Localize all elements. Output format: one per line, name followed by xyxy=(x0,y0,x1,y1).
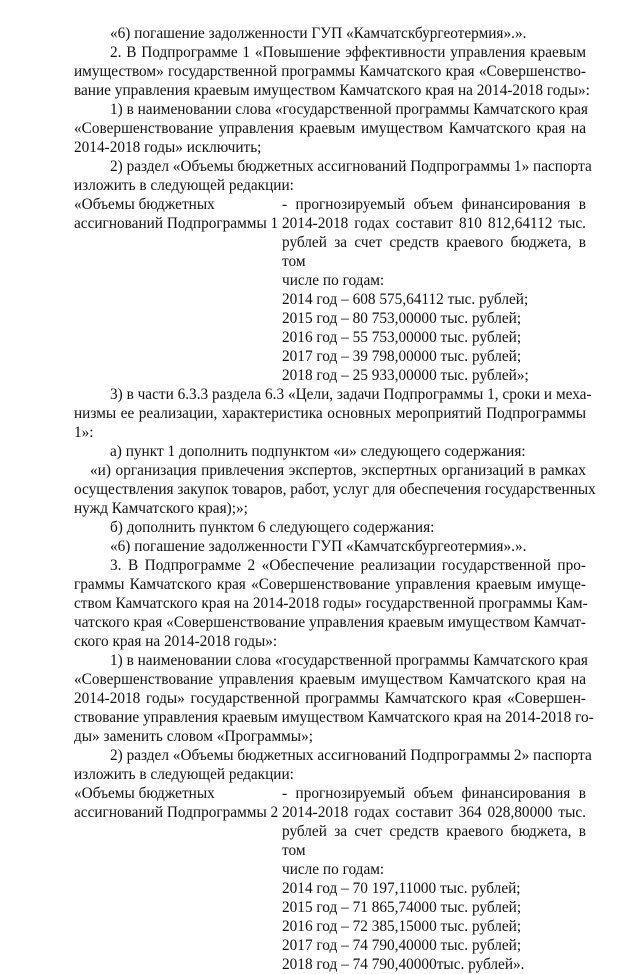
paragraph-1: «6) погашение задолженности ГУП «Камчатскбургеотермия».». xyxy=(110,25,527,42)
year-line: 2014 год – 608 575,64112 тыс. рублей; xyxy=(282,291,529,308)
paragraph-3: 1) в наименовании слова «государственной программы Камчатского края «Совершенствование управления краевым имуществом Камчатского края на 2014-2018 годы» исключить; xyxy=(74,101,588,156)
year-line: 2018 год – 25 933,00000 тыс. рублей»; xyxy=(282,367,529,384)
year-line: 2015 год – 71 865,74000 тыс. рублей; xyxy=(282,899,522,916)
year-line: 2017 год – 39 798,00000 тыс. рублей; xyxy=(282,348,522,365)
year-line: 2017 год – 74 790,40000 тыс. рублей; xyxy=(282,937,522,954)
paragraph-6: а) пункт 1 дополнить подпунктом «и» следующего содержания: xyxy=(110,443,526,460)
paragraph-5: 3) в части 6.3.3 раздела 6.3 «Цели, задачи Подпрограммы 1, сроки и меха- низмы ее реализации, характеристика основных мероприятий Подпрограммы 1»: xyxy=(74,386,592,441)
paragraph-8: б) дополнить пунктом 6 следующего содержания: xyxy=(110,519,435,536)
year-line: 2014 год – 70 197,11000 тыс. рублей; xyxy=(282,880,521,897)
document-page xyxy=(74,24,596,974)
year-line: 2018 год – 74 790,40000тыс. рублей». xyxy=(282,956,525,973)
budget-table-1-value: - прогнозируемый объем финансирования в 2014-2018 годах составит 810 812,64112 тыс. рублей за счет средств краевого бюджета, в том числе по годам: 2014 год – 608 575,64112 тыс. рублей; 2015 год – 80 753,00000 тыс. рублей; 2016 год – 55 753,00000 тыс. рублей; 2017 год – 39 798,00000 тыс. рублей; 2018 год – 25 933,00000 тыс. рублей»; xyxy=(282,196,586,384)
paragraph-11: 1) в наименовании слова «государственной программы Камчатского края «Совершенствование управления краевым имуществом Камчатского края на 2014-2018 годы» государственной программы Камчатского края «Совершен- ствование управления краевым имуществом Камчатского края на 2014-2018 го- ды» заменить словом «Программы»; xyxy=(74,652,594,745)
budget-table-2-value: - прогнозируемый объем финансирования в 2014-2018 годах составит 364 028,80000 тыс. рублей за счет средств краевого бюджета, в том числе по годам: 2014 год – 70 197,11000 тыс. рублей; 2015 год – 71 865,74000 тыс. рублей; 2016 год – 72 385,15000 тыс. рублей; 2017 год – 74 790,40000 тыс. рублей; 2018 год – 74 790,40000тыс. рублей». xyxy=(282,785,586,973)
budget-table-2-label: «Объемы бюджетных ассигнований Подпрограммы 2 xyxy=(74,785,279,821)
year-line: 2016 год – 55 753,00000 тыс. рублей; xyxy=(282,329,522,346)
paragraph-7: «и) организация привлечения экспертов, экспертных организаций в рамках осуществления закупок товаров, работ, услуг для обеспечения государственных нужд Камчатского края);»; xyxy=(74,462,596,517)
budget-table-1 xyxy=(74,195,586,385)
year-line: 2016 год – 72 385,15000 тыс. рублей; xyxy=(282,918,522,935)
paragraph-10: 3. В Подпрограмме 2 «Обеспечение реализации государственной про- граммы Камчатского края «Совершенствование управления краевым имуще- ством Камчатского края на 2014-2018 годы» государственной программы Кам- чатского края «Совершенствование управления краевым имуществом Камчат- ского края на 2014-2018 годы»: xyxy=(74,557,588,650)
budget-table-2 xyxy=(74,784,586,974)
budget-table-1-label: «Объемы бюджетных ассигнований Подпрограммы 1 xyxy=(74,196,279,232)
year-line: 2015 год – 80 753,00000 тыс. рублей; xyxy=(282,310,522,327)
paragraph-4: 2) раздел «Объемы бюджетных ассигнований Подпрограммы 1» паспорта изложить в следующей редакции: xyxy=(74,158,592,194)
paragraph-9: «6) погашение задолженности ГУП «Камчатскбургеотермия».». xyxy=(110,538,527,555)
paragraph-2: 2. В Подпрограмме 1 «Повышение эффективности управления краевым имуществом» государственной программы Камчатского края «Совершенство- вание управления краевым имуществом Камчатского края на 2014-2018 годы»: xyxy=(74,44,590,99)
paragraph-12: 2) раздел «Объемы бюджетных ассигнований Подпрограммы 2» паспорта изложить в следующей редакции: xyxy=(74,747,592,783)
